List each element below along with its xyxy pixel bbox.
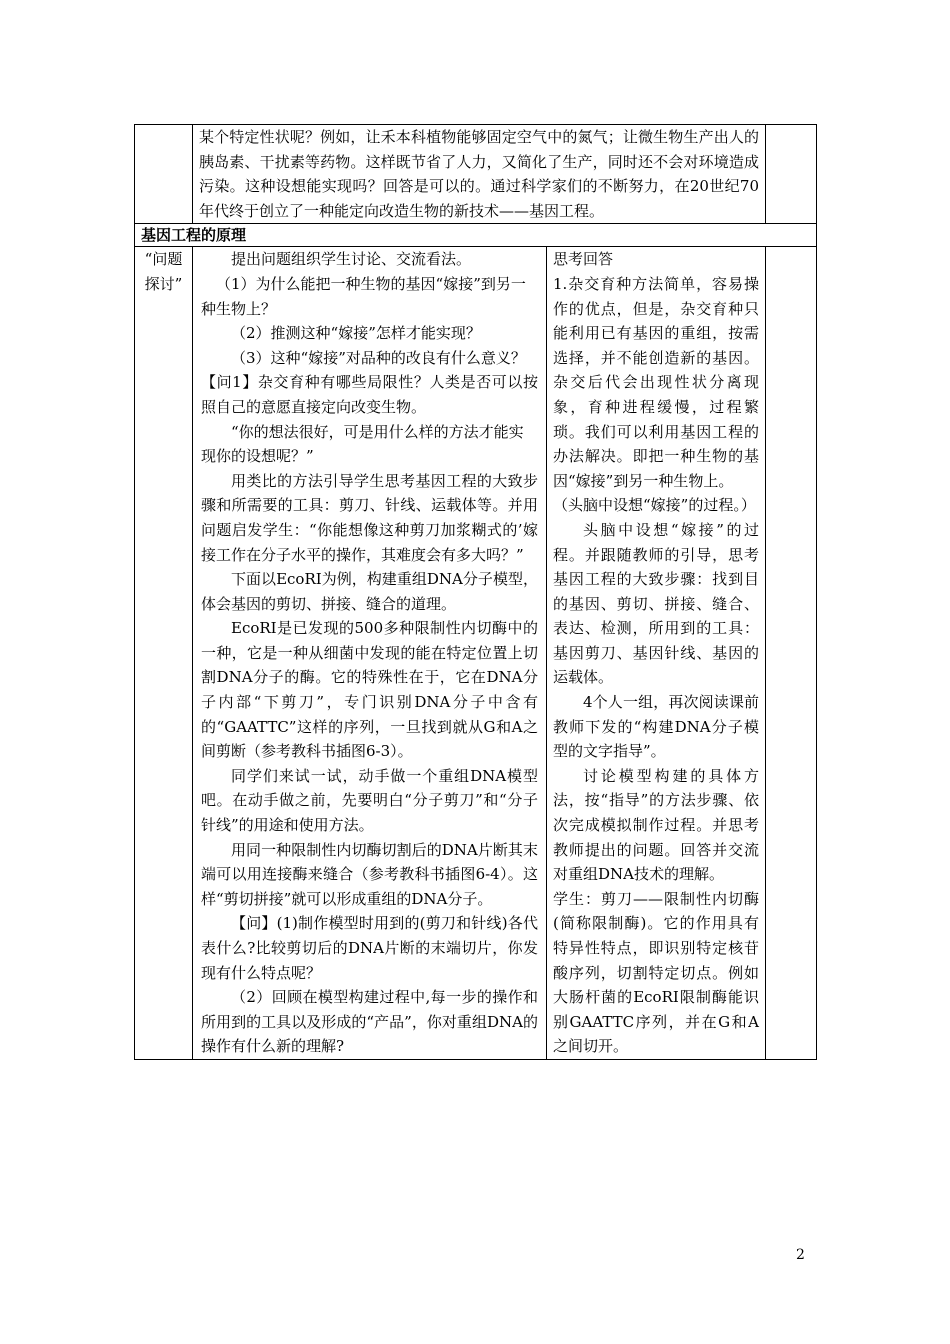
- student-paragraph: 思考回答: [553, 250, 614, 269]
- teacher-paragraph: 下面以EcoRI为例，构建重组DNA分子模型，体会基因的剪切、拼接、缝合的道理。: [201, 570, 538, 613]
- student-paragraph: 头脑中设想“嫁接”的过程。并跟随教师的引导，思考基因工程的大致步骤：找到目的基因、剪切、拼接、缝合、表达、检测，所用到的工具：基因剪刀、基因针线、基因的运载体。: [553, 520, 760, 687]
- intro-text: 某个特定性状呢？例如，让禾本科植物能够固定空气中的氮气；让微生物生产出人的胰岛素、干扰素等药物。这样既节省了人力，又简化了生产，同时还不会对环境造成污染。这种设想能实现吗？回答是可以的。通过科学家们的不断努力，在20世纪70年代终于创立了一种能定向改造生物的新技术——基因工程。: [199, 128, 760, 220]
- intro-cell: [193, 125, 766, 224]
- student-paragraph: 1.杂交育种方法简单，容易操作的优点，但是，杂交育种只能利用已有基因的重组，按需选择，并不能创造新的基因。杂交后代会出现性状分离现象，育种进程缓慢，过程繁琐。我们可以利用基因工程的办法解决。即把一种生物的基因“嫁接”到另一种生物上。: [553, 274, 760, 490]
- teacher-paragraph: （1）为什么能把一种生物的基因“嫁接”到另一种生物上？: [201, 274, 526, 318]
- teacher-paragraph: 用类比的方法引导学生思考基因工程的大致步骤和所需要的工具：剪刀、针线、运载体等。并用问题启发学生：“你能想像这种剪刀加浆糊式的’嫁接工作在分子水平的操作，其难度会有多大吗？”: [201, 471, 538, 564]
- student-paragraph: 讨论模型构建的具体方法，按“指导”的方法步骤、依次完成模拟制作过程。并思考教师提出的问题。回答并交流对重组DNA技术的理解。: [553, 766, 760, 884]
- student-paragraph: （头脑中设想“嫁接”的过程。）: [553, 496, 756, 515]
- empty-cell: [135, 125, 193, 224]
- teacher-paragraph: 用同一种限制性内切酶切割后的DNA片断其末端可以用连接酶来缝合（参考教科书插图6-4）。这样“剪切拼接”就可以形成重组的DNA分子。: [201, 840, 538, 908]
- teacher-activity-cell: [193, 247, 547, 1060]
- teacher-paragraph: （2）推测这种“嫁接”怎样才能实现？: [231, 324, 481, 343]
- row-label-text: “问题探讨”: [144, 250, 183, 293]
- student-paragraph: 学生：剪刀——限制性内切酶(简称限制酶)。它的作用具有特异性特点，即识别特定核苷酸序列，切割特定切点。例如大肠杆菌的EcoRI限制酶能识别GAATTC序列，并在G和A之间切开。: [553, 889, 760, 1056]
- empty-cell: [766, 247, 817, 1060]
- teacher-paragraph: 同学们来试一试，动手做一个重组DNA模型吧。在动手做之前，先要明白“分子剪刀”和“分子针线”的用途和使用方法。: [201, 766, 538, 835]
- section-title: 基因工程的原理: [135, 224, 817, 247]
- lesson-plan-table: [134, 124, 817, 1060]
- row-label: [135, 247, 193, 1060]
- teacher-paragraph: （3）这种“嫁接”对品种的改良有什么意义？: [231, 348, 526, 367]
- student-activity-cell: [547, 247, 766, 1060]
- teacher-paragraph: 【问】(1)制作模型时用到的(剪刀和针线)各代表什么?比较剪切后的DNA片断的末端切片，你发现有什么特点呢？: [201, 914, 538, 982]
- page-number: 2: [796, 1247, 805, 1263]
- empty-cell: [766, 125, 817, 224]
- student-paragraph: 4个人一组，再次阅读课前教师下发的“构建DNA分子模型的文字指导”。: [553, 693, 760, 761]
- teacher-paragraph: 提出问题组织学生讨论、交流看法。: [231, 250, 472, 269]
- table-row: [135, 125, 817, 224]
- teacher-paragraph: “你的想法很好，可是用什么样的方法才能实现你的设想呢？”: [201, 422, 524, 466]
- teacher-paragraph: （2）回顾在模型构建过程中,每一步的操作和所用到的工具以及形成的“产品”，你对重组DNA的操作有什么新的理解?: [201, 988, 538, 1056]
- table-row: [135, 224, 817, 247]
- table-row: [135, 247, 817, 1060]
- teacher-paragraph: EcoRI是已发现的500多种限制性内切酶中的一种，它是一种从细菌中发现的能在特定位置上切割DNA分子的酶。它的特殊性在于，它在DNA分子内部“下剪刀”，专门识别DNA分子中含有的“GAATTC”这样的序列，一旦找到就从G和A之间剪断（参考教科书插图6-3）。: [201, 619, 538, 761]
- teacher-paragraph: 【问1】杂交育种有哪些局限性？人类是否可以按照自己的意愿直接定向改变生物。: [201, 373, 538, 416]
